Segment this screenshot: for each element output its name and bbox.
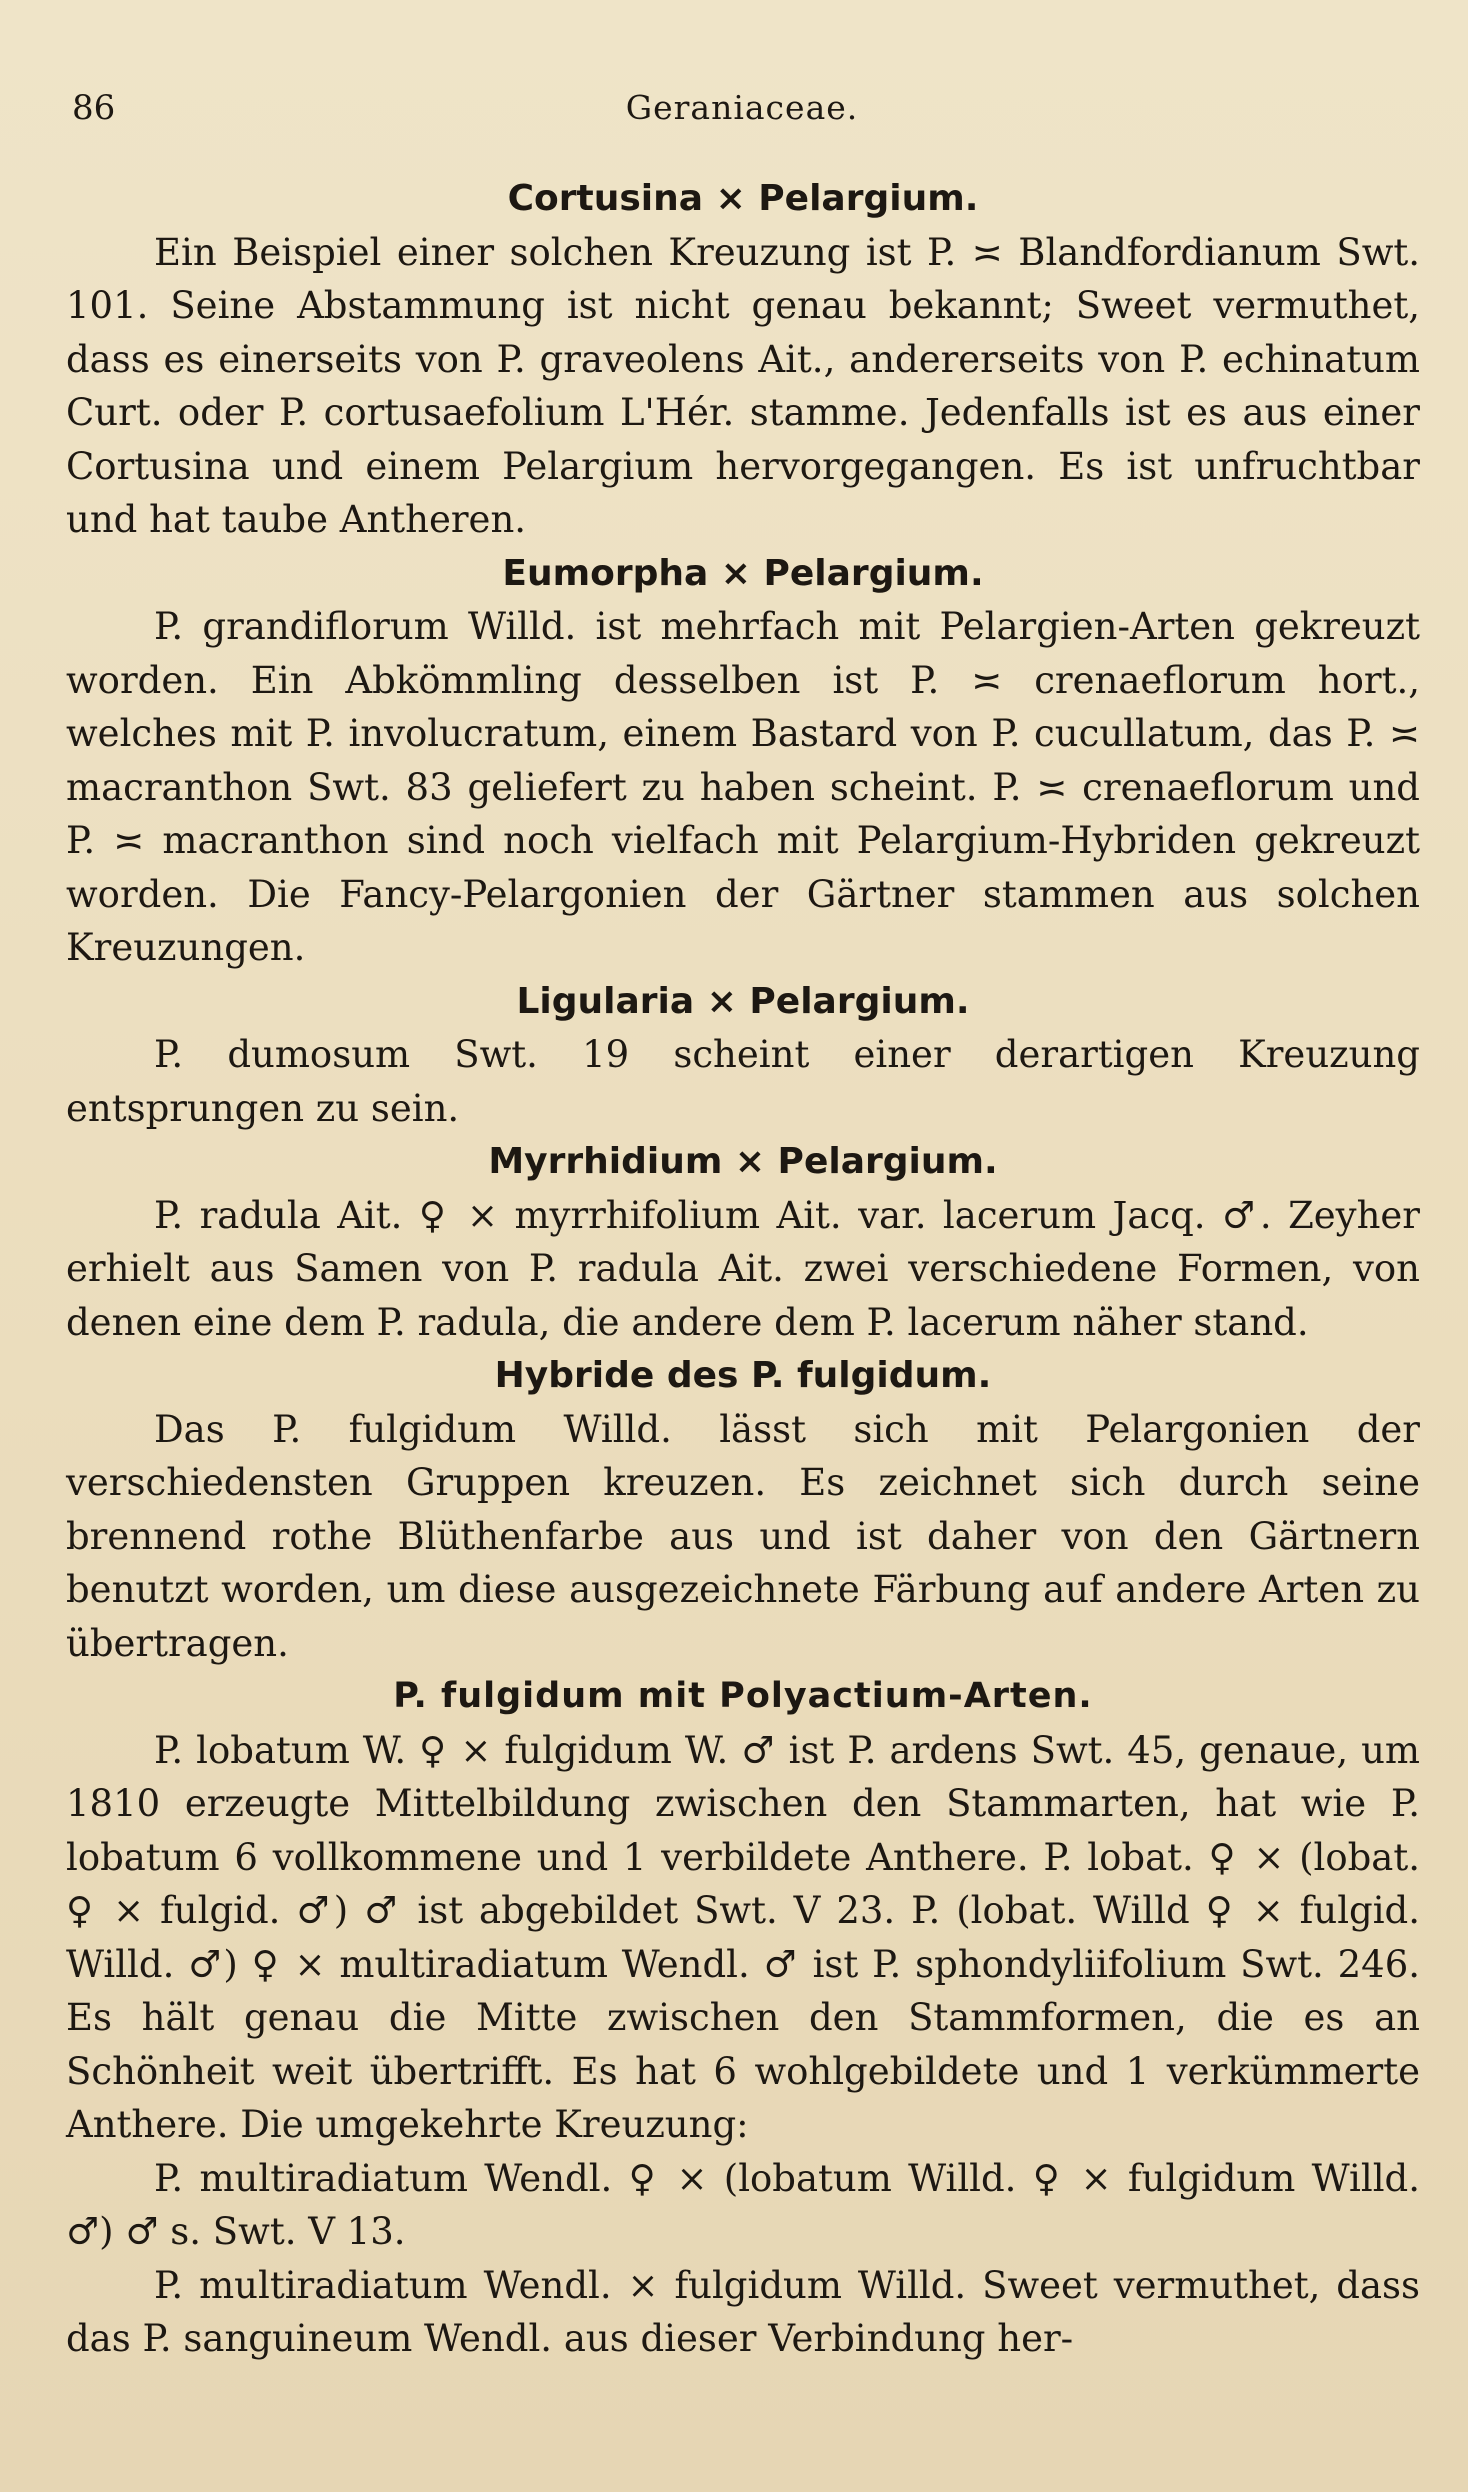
section-heading-fulgidum: Hybride des P. fulgidum. <box>494 1355 992 1396</box>
section-heading-ligularia: Ligularia × Pelargium. <box>516 980 970 1022</box>
page-number: 86 <box>72 88 116 128</box>
paragraph: P. grandiflorum Willd. ist mehrfach mit Pelargien-Arten gekreuzt worden. Ein Abkömmling desselben ist P. ≍ crenaeflorum hort., welches mit P. involucratum, einem Bastard von P. cucullatum, das P. ≍ macranthon Swt. 83 geliefert zu haben scheint. P. ≍ crenaeflorum und P. ≍ macranthon sind noch vielfach mit Pelargium-Hybriden gekreuzt worden. Die Fancy-Pelargonien der Gärtner stammen aus solchen Kreuzungen. <box>66 605 1420 969</box>
paragraph: P. lobatum W. ♀ × fulgidum W. ♂ ist P. ardens Swt. 45, genaue, um 1810 erzeugte Mittelbildung zwischen den Stammarten, hat wie P. lobatum 6 vollkommene und 1 verbildete Anthere. P. lobat. ♀ × (lobat. ♀ × fulgid. ♂) ♂ ist abgebildet Swt. V 23. P. (lobat. Willd ♀ × fulgid. Willd. ♂) ♀ × multiradiatum Wendl. ♂ ist P. sphondyliifolium Swt. 246. Es hält genau die Mitte zwischen den Stammformen, die es an Schönheit weit übertrifft. Es hat 6 wohlgebildete und 1 verkümmerte Anthere. Die umgekehrte Kreuzung: <box>66 1728 1420 2146</box>
body-text <box>66 172 1420 2366</box>
page-header <box>72 88 1412 140</box>
running-head: Geraniaceae. <box>625 88 859 127</box>
paragraph: Das P. fulgidum Willd. lässt sich mit Pelargonien der verschiedensten Gruppen kreuzen. Es zeichnet sich durch seine brennend rothe Blüthenfarbe aus und ist daher von den Gärtnern benutzt worden, um diese ausgezeichnete Färbung auf andere Arten zu übertragen. <box>66 1407 1420 1665</box>
paragraph: P. multiradiatum Wendl. ♀ × (lobatum Willd. ♀ × fulgidum Willd. ♂) ♂ s. Swt. V 13. <box>66 2156 1420 2253</box>
section-heading-cortusina: Cortusina × Pelargium. <box>507 178 979 219</box>
subsection-heading-polyactium: P. fulgidum mit Polyactium-Arten. <box>393 1676 1093 1716</box>
paragraph: P. radula Ait. ♀ × myrrhifolium Ait. var. lacerum Jacq. ♂. Zeyher erhielt aus Samen von P. radula Ait. zwei verschiedene Formen, von denen eine dem P. radula, die andere dem P. lacerum näher stand. <box>66 1193 1420 1344</box>
paragraph: Ein Beispiel einer solchen Kreuzung ist P. ≍ Blandfordianum Swt. 101. Seine Abstammung ist nicht genau bekannt; Sweet vermuthet, dass es einerseits von P. graveolens Ait., andererseits von P. echinatum Curt. oder P. cortusaefolium L'Hér. stamme. Jedenfalls ist es aus einer Cortusina und einem Pelargium hervorgegangen. Es ist unfruchtbar und hat taube Antheren. <box>66 230 1420 541</box>
paragraph: P. multiradiatum Wendl. × fulgidum Willd. Sweet vermuthet, dass das P. sanguineum Wendl. aus dieser Verbindung her- <box>66 2263 1420 2360</box>
section-heading-eumorpha: Eumorpha × Pelargium. <box>502 552 984 594</box>
section-heading-myrrhidium: Myrrhidium × Pelargium. <box>488 1141 998 1182</box>
paragraph: P. dumosum Swt. 19 scheint einer derartigen Kreuzung entsprungen zu sein. <box>66 1033 1420 1130</box>
